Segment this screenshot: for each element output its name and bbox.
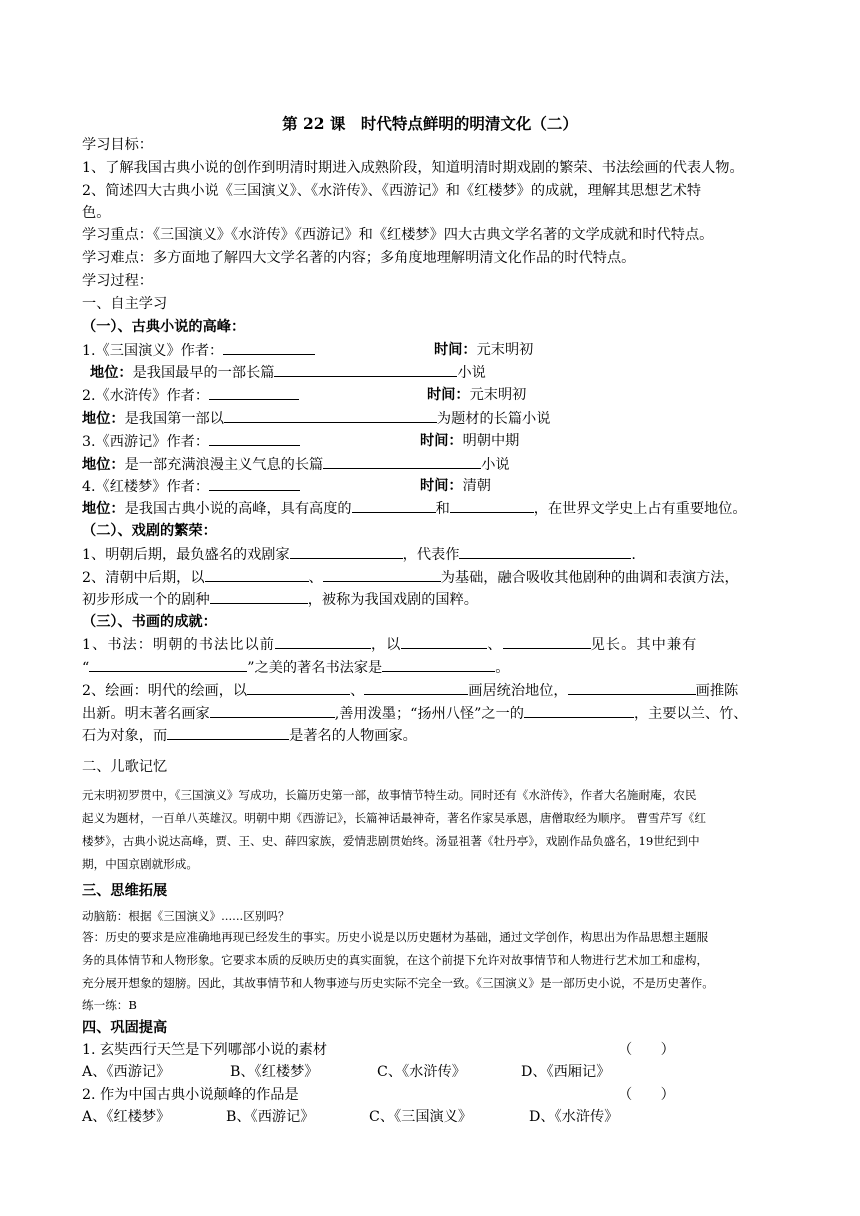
painting-end: 是著名的人物画家。	[289, 728, 417, 744]
mc1-answer-paren[interactable]: （ ）	[618, 1042, 675, 1058]
difficulties: 学习难点：多方面地了解四大文学名著的内容；多角度地理解明清文化作品的时代特点。	[82, 250, 636, 266]
calligraphy-blank-4[interactable]	[89, 657, 247, 672]
calligraphy-sep-2: 、	[487, 637, 503, 653]
goals-label: 学习目标：	[82, 137, 153, 153]
calligraphy-line-1	[82, 634, 697, 655]
q4-position-text: 是我国古典小说的高峰，具有高度的	[124, 501, 352, 517]
calligraphy-sep-1: ，以	[370, 637, 402, 653]
q3-author-label: 3.《西游记》作者：	[82, 434, 210, 450]
mc2-option-b[interactable]: B、《西游记》	[226, 1109, 315, 1125]
painting-text-3: 画推陈	[695, 683, 739, 699]
q4-author-line	[82, 476, 300, 497]
mc2-option-c[interactable]: C、《三国演义》	[369, 1109, 473, 1125]
mc2-option-a[interactable]: A、《红楼梦》	[82, 1109, 171, 1125]
drama-q1-blank-1[interactable]	[290, 544, 403, 559]
q2-position-blank[interactable]	[224, 408, 437, 423]
mc1-option-a[interactable]: A、《西游记》	[82, 1064, 171, 1080]
q4-time-value: 清朝	[462, 478, 491, 494]
drama-q2-text: 2、清朝中后期，以	[82, 570, 205, 586]
song-line-1: 元末明初罗贯中，《三国演义》写成功，长篇历史第一部，故事情节特生动。同时还有《水浒传》，作者大名施耐庵，农民	[82, 788, 697, 802]
section-1-heading: 一、自主学习	[82, 296, 168, 312]
q3-position-label: 地位：	[82, 457, 125, 473]
drama-q2-sep: 、	[308, 570, 323, 586]
song-line-4: 期，中国京剧就形成。	[82, 857, 198, 871]
calligraphy-quote-open: “	[82, 660, 90, 676]
answer-line-3: 充分展开想象的翅膀。因此，其故事情节和人物事迹与历史实际不完全一致。《三国演义》是一部历史小说，不是历史著作。	[82, 976, 714, 990]
calligraphy-blank-5[interactable]	[382, 657, 495, 672]
q2-position-text: 是我国第一部以	[124, 411, 224, 427]
mc2-option-d[interactable]: D、《水浒传》	[529, 1109, 619, 1125]
subsection-novels-heading: （一）、古典小说的高峰：	[82, 319, 246, 335]
goal-1: 1、了解我国古典小说的创作到明清时期进入成熟阶段，知道明清时期戏剧的繁荣、书法绘画的代表人物。	[82, 160, 744, 176]
q2-author-blank[interactable]	[209, 385, 299, 400]
section-2-heading: 二、儿歌记忆	[82, 759, 168, 775]
answer-line-1: 答：历史的要求是应准确地再现已经发生的事实。历史小说是以历史题材为基础，通过文学创作，构思出为作品思想主题服	[82, 930, 709, 944]
drama-q2-end: ，被称为我国戏剧的国粹。	[307, 592, 478, 608]
q2-author-label: 2.《水浒传》作者：	[82, 388, 210, 404]
drama-q2-blank-3[interactable]	[210, 589, 308, 604]
q4-author-blank[interactable]	[209, 476, 300, 491]
q4-position-and: 和	[435, 501, 450, 517]
q1-position-text: 是我国最早的一部长篇	[132, 365, 275, 381]
q1-position-suffix: 小说	[457, 365, 486, 381]
painting-text-4: 出新。明末著名画家	[82, 706, 210, 722]
q2-author-line	[82, 385, 299, 406]
painting-line-3	[82, 725, 417, 746]
brain-teaser: 动脑筋：根据《三国演义》......区别吗？	[82, 909, 290, 923]
drama-q2-text-2: 初步形成一个的剧种	[82, 592, 210, 608]
process-label: 学习过程：	[82, 273, 153, 289]
q4-time-line	[420, 476, 491, 496]
drama-q2-blank-2[interactable]	[323, 567, 441, 582]
drama-q1-end: .	[631, 547, 636, 563]
q1-time-value: 元末明初	[476, 342, 534, 358]
q2-position-label: 地位：	[82, 411, 125, 427]
q4-position-blank-1[interactable]	[352, 498, 436, 513]
q2-time-label: 时间：	[427, 387, 470, 403]
painting-blank-2[interactable]	[364, 680, 468, 695]
painting-text-6: ，主要以兰、竹、	[633, 706, 748, 722]
mc1-option-b[interactable]: B、《红楼梦》	[230, 1064, 319, 1080]
painting-text-2: 画居统治地位，	[468, 683, 568, 699]
q1-position-blank[interactable]	[274, 362, 457, 377]
section-4-heading: 四、巩固提高	[82, 1020, 168, 1036]
q3-position-blank[interactable]	[323, 454, 481, 469]
q1-time-label: 时间：	[434, 342, 477, 358]
goal-2-line-2: 色。	[82, 205, 111, 221]
q3-time-label: 时间：	[420, 433, 463, 449]
painting-blank-3[interactable]	[568, 680, 696, 695]
q1-author-line	[82, 340, 315, 361]
page-title: 第 22 课 时代特点鲜明的明清文化（二）	[282, 114, 578, 133]
q2-time-line	[427, 385, 526, 405]
q1-author-label: 1.《三国演义》作者：	[82, 343, 224, 359]
painting-text-5: ,善用泼墨；“扬州八怪”之一的	[334, 706, 524, 722]
drama-q1-line	[82, 544, 636, 565]
q4-position-blank-2[interactable]	[450, 498, 534, 513]
painting-blank-4[interactable]	[210, 703, 335, 718]
q2-time-value: 元末明初	[469, 387, 527, 403]
q4-author-label: 4.《红楼梦》作者：	[82, 479, 210, 495]
q1-time-line	[434, 340, 533, 360]
q1-position-line	[90, 362, 486, 383]
calligraphy-blank-1[interactable]	[275, 634, 371, 649]
q1-position-label: 地位：	[90, 365, 133, 381]
calligraphy-line-2	[82, 657, 509, 678]
section-3-heading: 三、思维拓展	[82, 883, 168, 899]
q1-author-blank[interactable]	[223, 340, 315, 355]
goal-2-line-1: 2、简述四大古典小说《三国演义》、《水浒传》、《西游记》和《红楼梦》的成就，理解其思想艺术特	[82, 183, 702, 199]
calligraphy-text: 1、书法：明朝的书法比以前	[82, 637, 275, 653]
q4-position-label: 地位：	[82, 501, 125, 517]
mc1-option-c[interactable]: C、《水浒传》	[377, 1064, 466, 1080]
q4-time-label: 时间：	[420, 478, 463, 494]
painting-text: 2、绘画：明代的绘画，以	[82, 683, 248, 699]
q2-position-line	[82, 408, 550, 429]
drama-q1-middle: ，代表作	[402, 547, 460, 563]
q3-position-suffix: 小说	[481, 457, 510, 473]
answer-line-2: 务的具体情节和人物形象。它要求本质的反映历史的真实面貌，在这个前提下允许对故事情节和人物进行艺术加工和虚构，	[82, 953, 709, 967]
painting-line-2	[82, 703, 748, 724]
painting-blank-1[interactable]	[247, 680, 350, 695]
calligraphy-text-2: 见长。其中兼有	[590, 637, 698, 653]
drama-q2-blank-1[interactable]	[205, 567, 309, 582]
calligraphy-blank-3[interactable]	[503, 634, 591, 649]
song-line-3: 楼梦》，古典小说达高峰，贾、王、史、薛四家族，爱情悲剧贯始终。汤显祖著《牡丹亭》，戏剧作品负盛名，19世纪到中	[82, 834, 700, 848]
q3-position-line	[82, 454, 510, 475]
painting-line-1	[82, 680, 738, 701]
q2-position-suffix: 为题材的长篇小说	[436, 411, 551, 427]
painting-blank-6[interactable]	[167, 725, 289, 740]
song-line-2: 起义为题材，一百单八英雄汉。明朝中期《西游记》，长篇神话最神奇，著名作家吴承恩，唐僧取经为顺序。 曹雪芹写《红	[82, 811, 706, 825]
painting-text-7: 石为对象，而	[82, 728, 168, 744]
q3-position-text: 是一部充满浪漫主义气息的长篇	[124, 457, 324, 473]
mc2-answer-paren[interactable]: （ ）	[618, 1087, 675, 1103]
calligraphy-text-3: ”之美的著名书法家是	[247, 660, 383, 676]
q3-time-value: 明朝中期	[462, 433, 520, 449]
drama-q1-text: 1、明朝后期，最负盛名的戏剧家	[82, 547, 290, 563]
q3-author-line	[82, 431, 300, 452]
drama-q1-blank-2[interactable]	[459, 544, 631, 559]
q4-position-line	[82, 498, 747, 519]
calligraphy-blank-2[interactable]	[401, 634, 487, 649]
q3-time-line	[420, 431, 519, 451]
drama-q2-middle: 为基础，融合吸收其他剧种的曲调和表演方法，	[440, 570, 739, 586]
mc1-question: 1. 玄奘西行天竺是下列哪部小说的素材	[82, 1042, 328, 1058]
q3-author-blank[interactable]	[209, 431, 300, 446]
subsection-art-heading: （三）、书画的成就：	[82, 614, 217, 630]
calligraphy-end: 。	[495, 660, 510, 676]
painting-blank-5[interactable]	[524, 703, 634, 718]
q4-position-suffix: ，在世界文学史上占有重要地位。	[533, 501, 747, 517]
drama-q2-line-2	[82, 589, 478, 610]
mc2-question: 2. 作为中国古典小说颠峰的作品是	[82, 1087, 299, 1103]
painting-sep: 、	[350, 683, 365, 699]
practice-answer: 练一练：B	[82, 998, 137, 1012]
key-points: 学习重点：《三国演义》《水浒传》《西游记》和《红楼梦》四大古典文学名著的文学成就和时代特点。	[82, 227, 714, 243]
mc1-option-d[interactable]: D、《西厢记》	[521, 1064, 611, 1080]
drama-q2-line-1	[82, 567, 739, 588]
subsection-drama-heading: （二）、戏剧的繁荣：	[82, 523, 217, 539]
